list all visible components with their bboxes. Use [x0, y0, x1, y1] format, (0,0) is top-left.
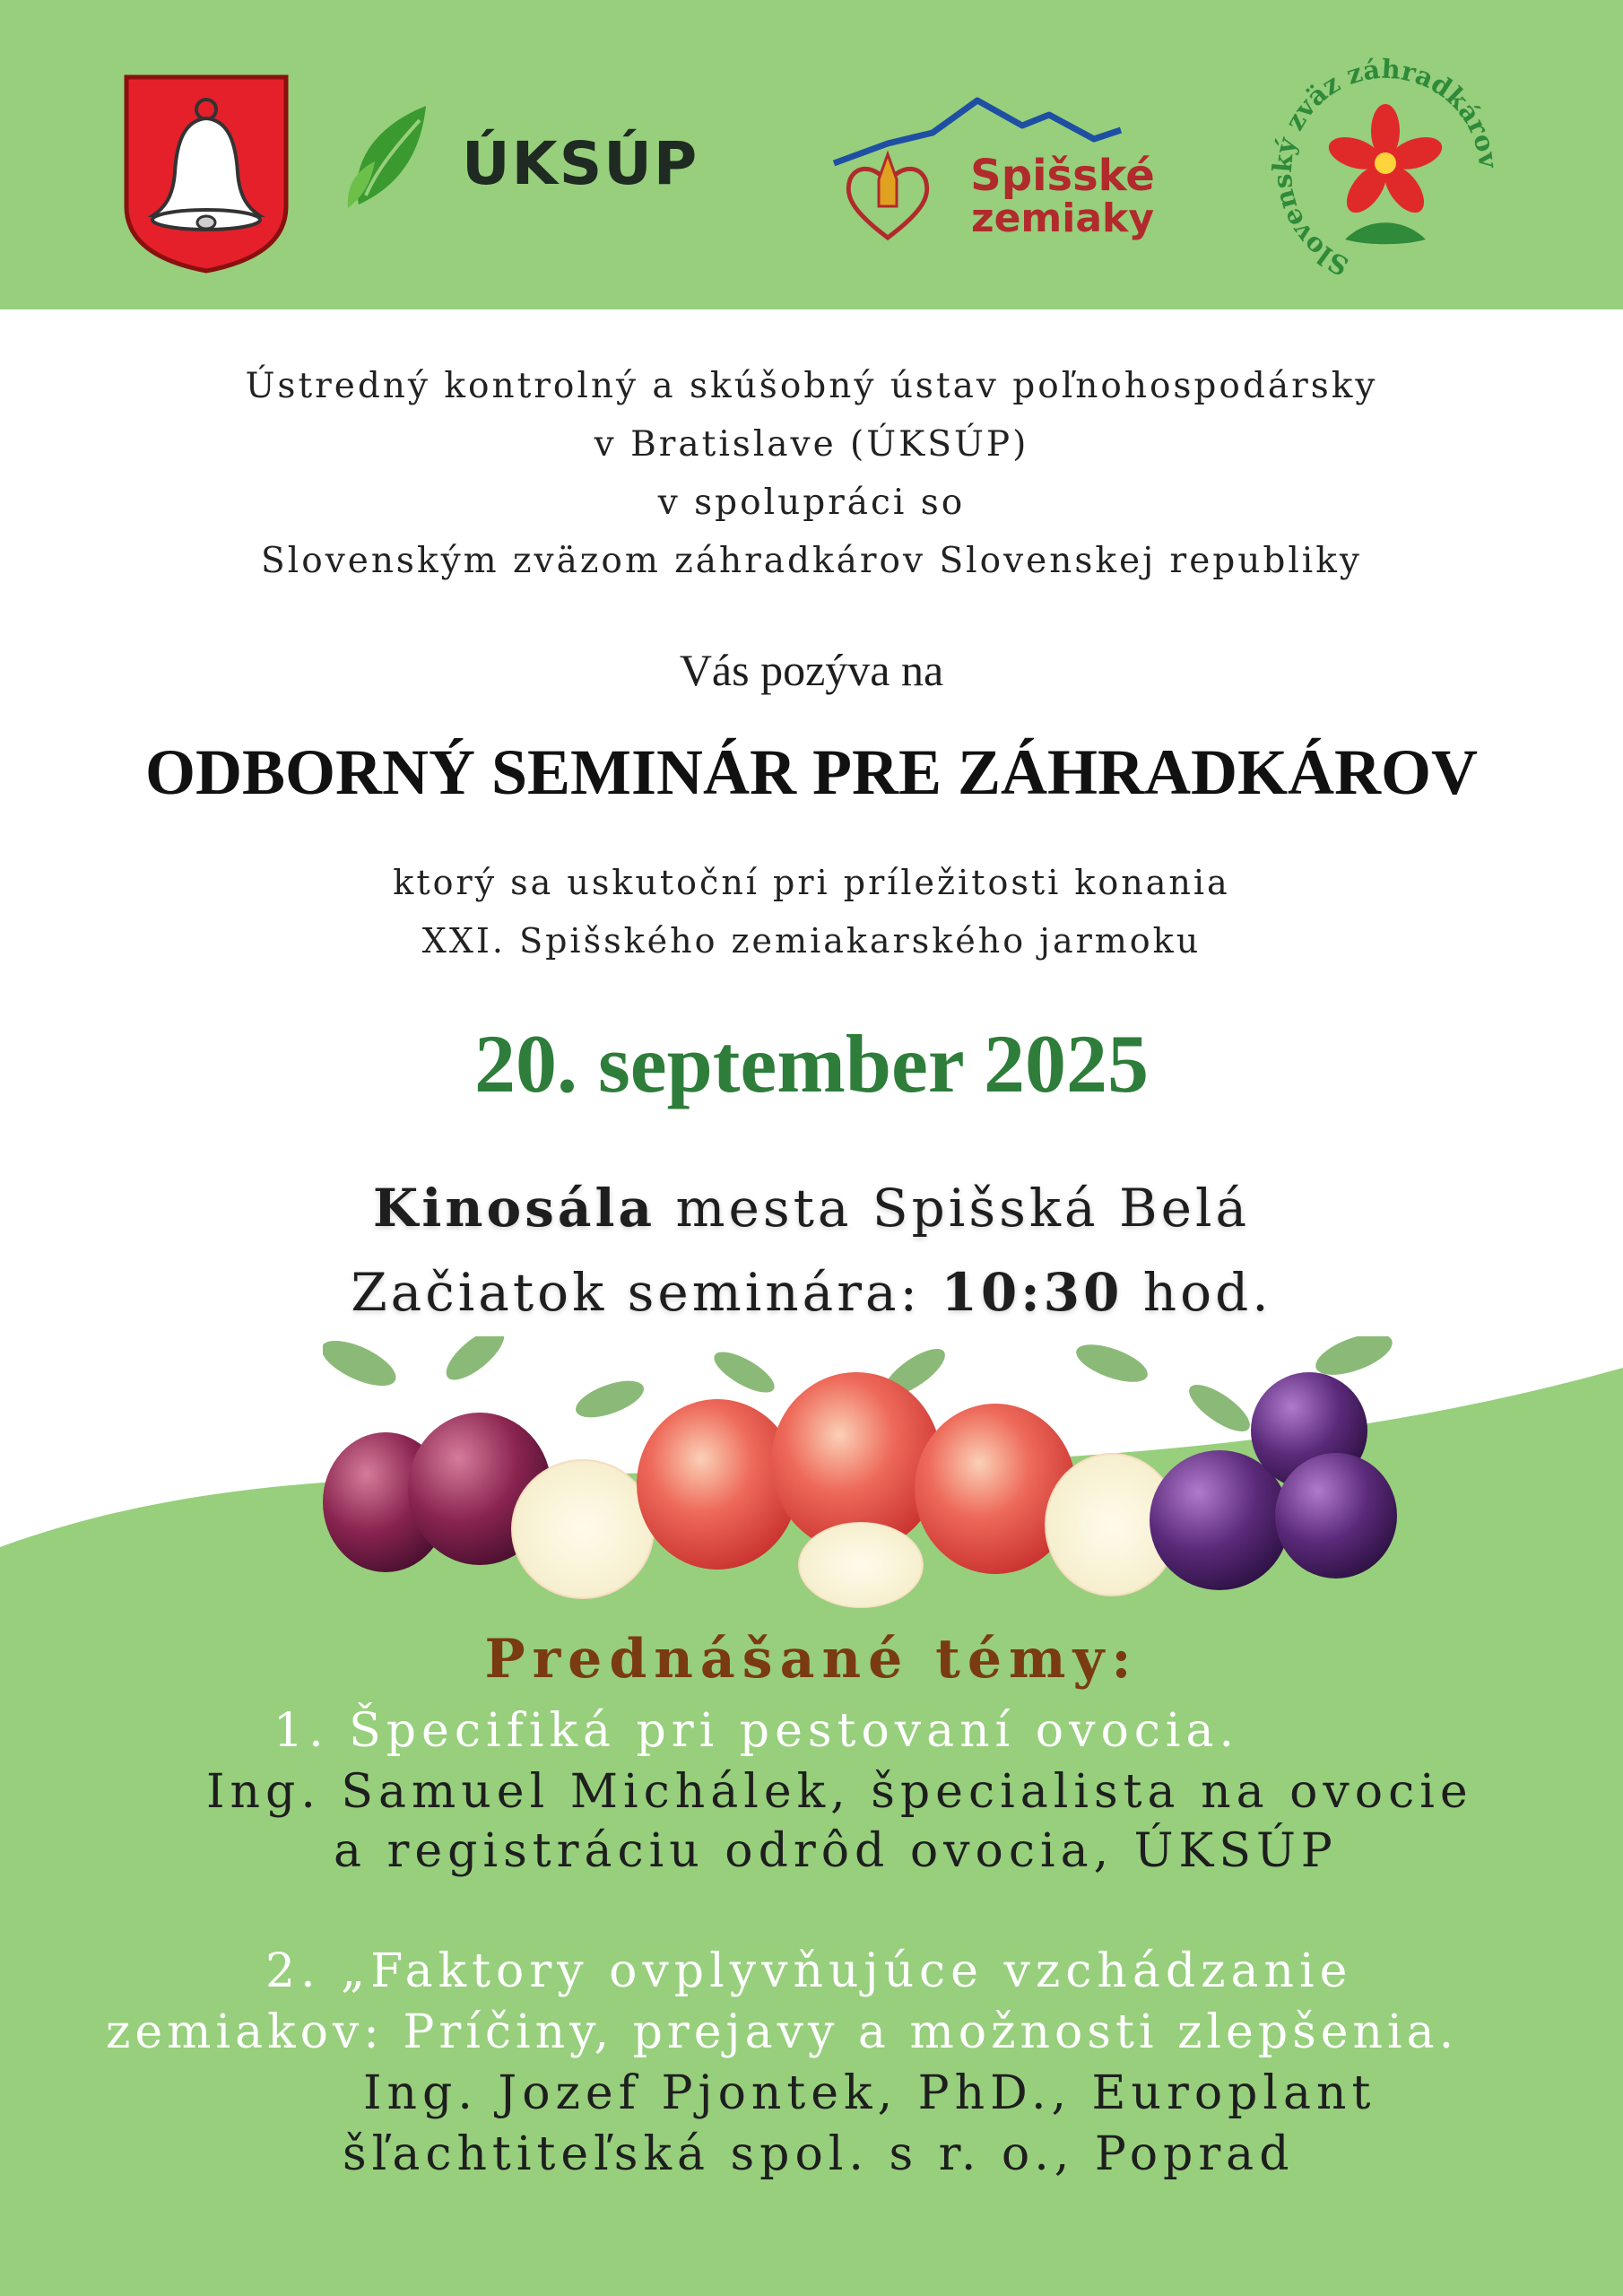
start-time-suffix: hod. — [1123, 1262, 1272, 1323]
intro-line-3: v spolupráci so — [657, 483, 966, 523]
spisske-zemiaky-logo — [825, 90, 1184, 260]
occasion-line-2: XXI. Spišského zemiakarského jarmoku — [421, 921, 1202, 961]
heart-church-icon — [848, 154, 927, 238]
invite-text: Vás pozýva na — [679, 645, 944, 695]
venue-place-rest: mesta Spišská Belá — [655, 1178, 1251, 1239]
topic-1-speaker: Ing. Samuel Michálek, špecialista na ovocie — [206, 1765, 1473, 1819]
leaf-icon — [1345, 222, 1426, 244]
topic-2-title-line-1: 2. „Faktory ovplyvňujúce vzchádzanie — [265, 1944, 1353, 1998]
start-time-value: 10:30 — [941, 1262, 1124, 1323]
topic-2-speaker: Ing. Jozef Pjontek, PhD., Europlant — [363, 2066, 1376, 2120]
apple-slice-icon — [798, 1522, 924, 1608]
leaf-icon — [341, 99, 439, 215]
intro-line-1: Ústredný kontrolný a skúšobný ústav poľnohospodársky — [245, 366, 1378, 406]
occasion-line-1: ktorý sa uskutoční pri príležitosti konania — [393, 863, 1230, 902]
spisske-zemiaky-text — [950, 151, 1175, 241]
uksup-logo-text: ÚKSÚP — [462, 129, 699, 198]
red-flower-icon — [1324, 104, 1445, 220]
topic-1-title: 1. Špecifiká pri pestovaní ovocia. — [273, 1704, 1240, 1758]
intro-line-4: Slovenským zväzom záhradkárov Slovenskej republiky — [261, 541, 1362, 581]
page-title: ODBORNÝ SEMINÁR PRE ZÁHRADKÁROV — [144, 736, 1479, 808]
apple-icon — [637, 1399, 798, 1570]
plum-icon — [1275, 1453, 1397, 1578]
spisske-text-line2: zemiaky — [970, 196, 1154, 241]
intro-line-2: v Bratislave (ÚKSÚP) — [594, 424, 1029, 465]
start-time-label: Začiatok seminára: — [351, 1262, 942, 1323]
venue-place-bold: Kinosála — [372, 1178, 656, 1239]
topic-2-affiliation: šľachtiteľská spol. s r. o., Poprad — [343, 2127, 1295, 2181]
slovensky-zvaz-zahradkarov-logo — [1260, 56, 1511, 289]
spisske-text-line1: Spišské — [970, 151, 1155, 201]
occasion-text — [0, 854, 1623, 970]
topics-heading: Prednášané témy: — [484, 1628, 1139, 1691]
topic-2-title-line-2: zemiakov: Príčiny, prejavy a možnosti zlepšenia. — [106, 2005, 1459, 2059]
start-time — [0, 1250, 1623, 1335]
venue-info — [0, 1166, 1623, 1335]
fruit-illustration — [323, 1336, 1408, 1623]
topic-1-affiliation: a registráciu odrôd ovocia, ÚKSÚP — [334, 1824, 1338, 1878]
municipal-crest-logo — [121, 72, 291, 276]
uksup-logo — [341, 99, 771, 215]
organizer-intro — [0, 357, 1623, 590]
event-date: 20. september 2025 — [473, 1018, 1150, 1109]
szz-ring-text: Slovenský zväz záhradkárov — [1266, 56, 1505, 283]
venue-place — [0, 1166, 1623, 1250]
apple-slice-icon — [511, 1459, 655, 1599]
